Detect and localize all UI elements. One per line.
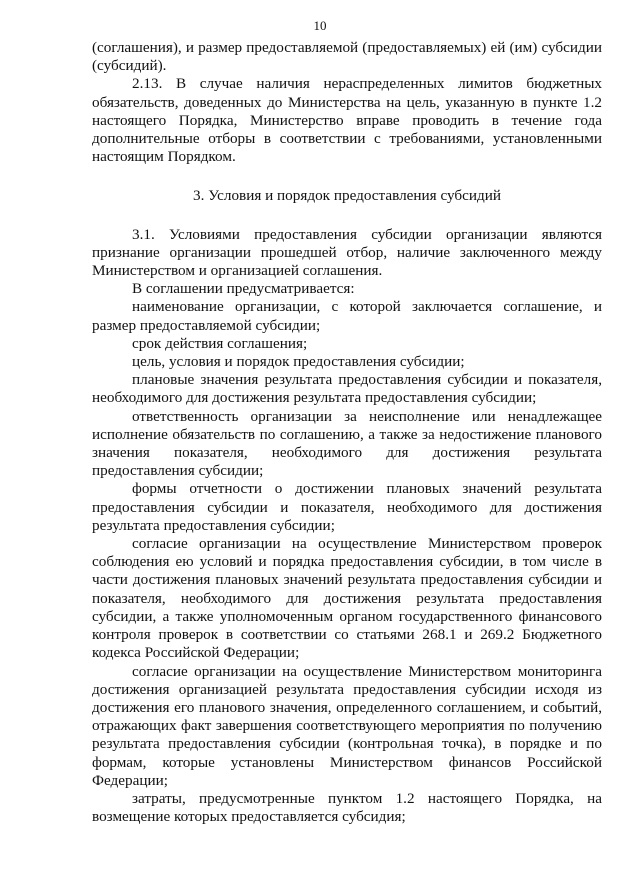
page-number: 10	[313, 18, 327, 33]
list-item-responsibility: ответственность организации за неисполнение или ненадлежащее исполнение обязательств по соглашению, а также за недостижение планового значения показателя, необходимого для достижения результата предоставления субсидии;	[92, 407, 602, 480]
section-heading: 3. Условия и порядок предоставления субсидий	[193, 187, 501, 205]
list-item-purpose: цель, условия и порядок предоставления субсидии;	[132, 353, 465, 371]
document-body	[92, 39, 602, 826]
paragraph-agreement-intro: В соглашении предусматривается:	[132, 280, 355, 298]
list-item-term: срок действия соглашения;	[132, 334, 308, 352]
paragraph-continuation: (соглашения), и размер предоставляемой (предоставляемых) ей (им) субсидии (субсидий).	[92, 39, 602, 75]
list-item-planned-values: плановые значения результата предоставления субсидии и показателя, необходимого для достижения результата предоставления субсидии;	[92, 371, 602, 407]
paragraph-3-1: 3.1. Условиями предоставления субсидии организации являются признание организации прошедшей отбор, наличие заключенного между Министерством и организацией соглашения.	[92, 225, 602, 280]
paragraph-2-13: 2.13. В случае наличия нераспределенных лимитов бюджетных обязательств, доведенных до Министерства на цель, указанную в пункте 1.2 настоящего Порядка, Министерство вправе проводить в течение года дополнительные отборы в соответствии с требованиями, установленными настоящим Порядком.	[92, 75, 602, 166]
list-item-consent-inspections: согласие организации на осуществление Министерством проверок соблюдения ею условий и порядка предоставления субсидии, в том числе в части достижения плановых значений результата предоставления субсидии и показателя, необходимого для достижения результата предоставления субсидии, а также уполномоченным органом государственного финансового контроля проверок в соответствии со статьями 268.1 и 269.2 Бюджетного кодекса Российской Федерации;	[92, 535, 602, 662]
list-item-organization-name: наименование организации, с которой заключается соглашение, и размер предоставляемой субсидии;	[92, 298, 602, 334]
list-item-reporting-forms: формы отчетности о достижении плановых значений результата предоставления субсидии и показателя, необходимого для достижения результата предоставления субсидии;	[92, 480, 602, 534]
list-item-consent-monitoring: согласие организации на осуществление Министерством мониторинга достижения организацией результата предоставления субсидии исходя из достижения его планового значения, определенного соглашением, и событий, отражающих факт завершения соответствующего мероприятия по получению результата предоставления субсидии (контрольная точка), в порядке и по формам, которые установлены Министерством финансов Российской Федерации;	[92, 662, 602, 789]
list-item-costs: затраты, предусмотренные пунктом 1.2 настоящего Порядка, на возмещение которых предоставляется субсидия;	[92, 789, 602, 826]
